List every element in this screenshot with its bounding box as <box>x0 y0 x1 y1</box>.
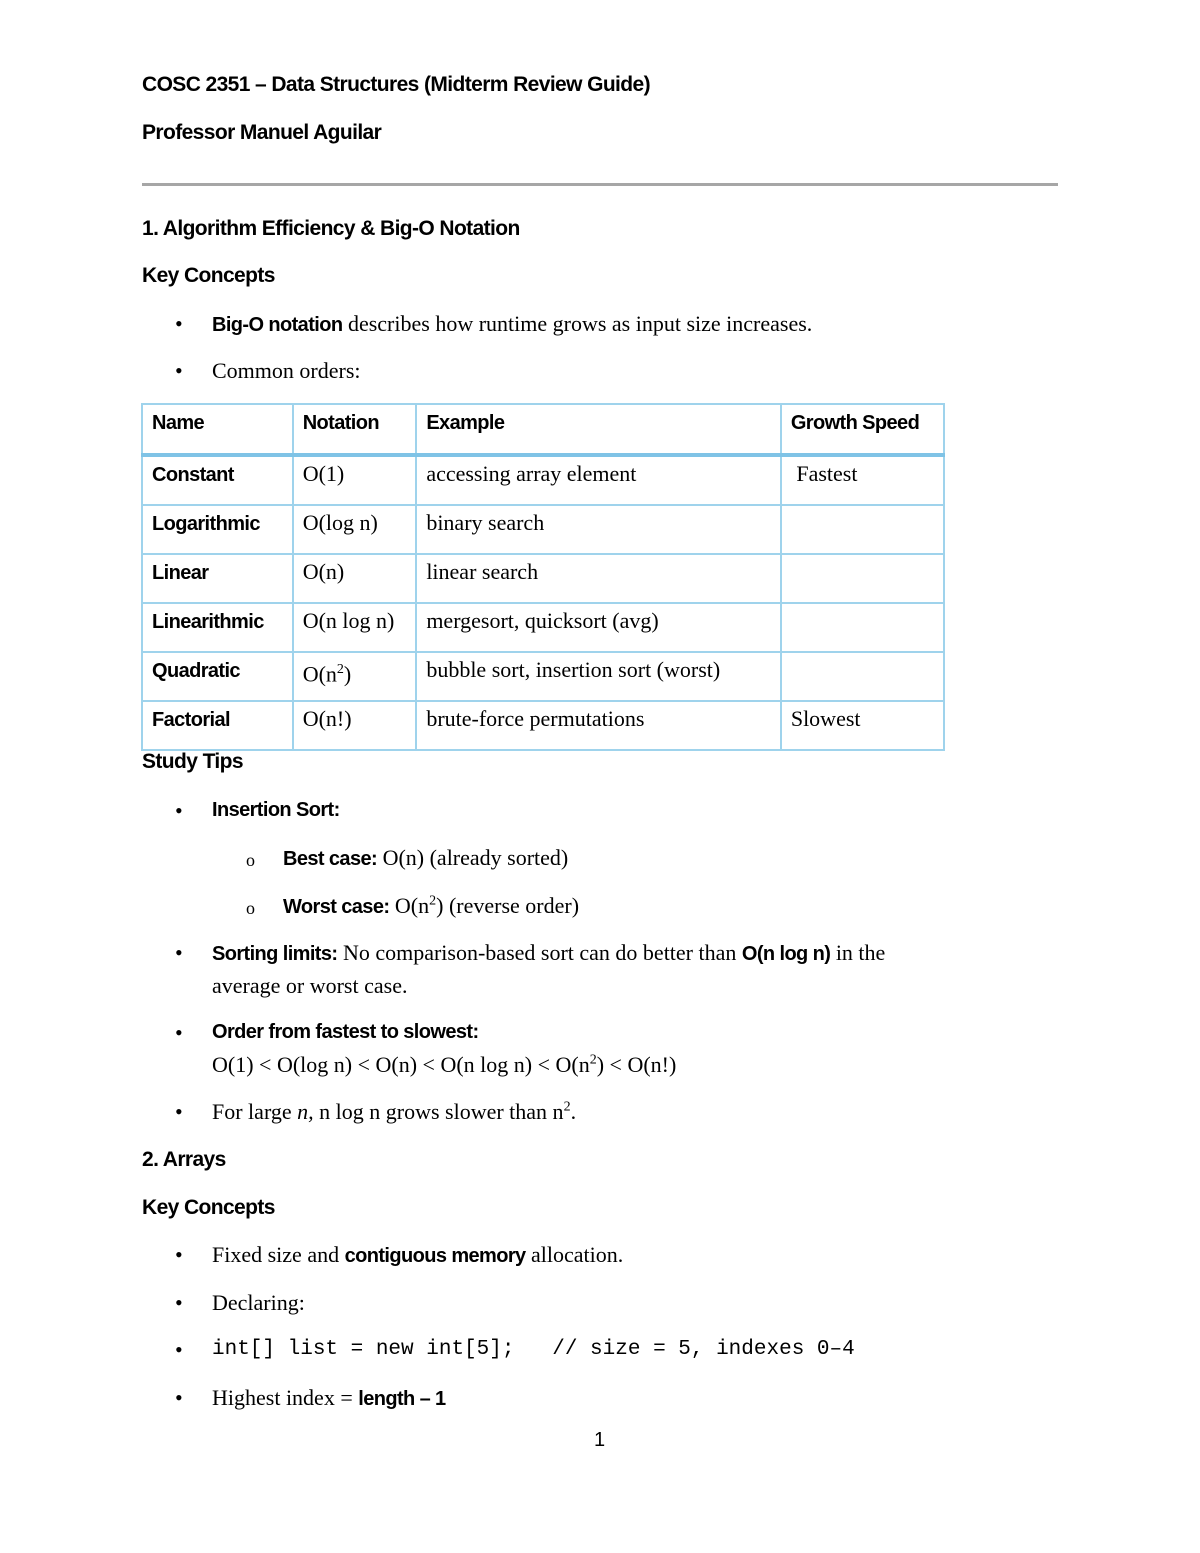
bullet-common-orders: Common orders: <box>212 358 361 383</box>
big-o-term: Big-O notation <box>212 314 343 336</box>
bullet-icon: • <box>175 1242 183 1267</box>
professor-name: Professor Manuel Aguilar <box>142 121 382 144</box>
course-title: COSC 2351 – Data Structures (Midterm Review Guide) <box>142 73 650 96</box>
row-speed: Slowest <box>781 701 944 750</box>
circle-bullet-icon: o <box>246 898 255 918</box>
table-row <box>142 554 944 603</box>
row-name: Linear <box>152 562 209 584</box>
tip-insertion-sort: Insertion Sort: <box>212 799 340 821</box>
section1-heading: 1. Algorithm Efficiency & Big-O Notation <box>142 217 520 240</box>
row-example: binary search <box>416 505 781 554</box>
row-name: Constant <box>152 464 234 486</box>
section2-key-concepts-heading: Key Concepts <box>142 1196 275 1219</box>
header-example: Example <box>416 404 781 455</box>
page-number: 1 <box>594 1429 606 1451</box>
row-notation: O(1) <box>293 455 417 505</box>
bullet-icon: • <box>175 1290 183 1315</box>
fixed-size-item: Fixed size and contiguous memory allocation. <box>212 1242 624 1267</box>
row-example: bubble sort, insertion sort (worst) <box>416 652 781 701</box>
row-speed <box>781 603 944 652</box>
header-name: Name <box>142 404 293 455</box>
complexity-table <box>141 403 945 751</box>
sorting-limits-item: Sorting limits: No comparison-based sort can do better than O(n log n) in the <box>212 940 886 965</box>
worst-case-item: Worst case: $O(n^2)$ (reverse order) <box>283 893 580 918</box>
bullet-icon: • <box>175 311 183 336</box>
table-row <box>142 455 944 505</box>
bullet-icon: • <box>175 1099 183 1124</box>
best-case-item: Best case: O(n) (already sorted) <box>283 845 569 870</box>
section1-key-concepts-heading: Key Concepts <box>142 264 275 287</box>
order-label: Order from fastest to slowest: <box>212 1021 479 1043</box>
table-row <box>142 652 944 701</box>
large-n-item: For large n, n log n grows slower than $n^2$. <box>212 1099 577 1124</box>
row-example: linear search <box>416 554 781 603</box>
row-example: mergesort, quicksort (avg) <box>416 603 781 652</box>
circle-bullet-icon: o <box>246 850 255 870</box>
row-notation: O(n log n) <box>293 603 417 652</box>
table-header-row <box>142 404 944 455</box>
row-speed: Fastest <box>781 455 944 505</box>
row-name: Logarithmic <box>152 513 260 535</box>
header-growth-speed: Growth Speed <box>781 404 944 455</box>
header-notation: Notation <box>293 404 417 455</box>
bullet-icon: • <box>175 1337 183 1362</box>
code-line: int[] list = new int[5]; // size = 5, indexes 0–4 <box>212 1338 855 1361</box>
row-notation: O(n!) <box>293 701 417 750</box>
row-notation: O(log n) <box>293 505 417 554</box>
row-speed <box>781 505 944 554</box>
sorting-limits-line2: average or worst case. <box>212 973 408 998</box>
row-name: Factorial <box>152 709 230 731</box>
row-speed <box>781 652 944 701</box>
bullet-icon: • <box>175 1385 183 1410</box>
row-example: accessing array element <box>416 455 781 505</box>
declaring-item: Declaring: <box>212 1290 305 1315</box>
table-row <box>142 505 944 554</box>
big-o-description: describes how runtime grows as input size increases. <box>342 311 813 336</box>
order-line: O(1) < O(log n) < O(n) < O(n $\log n) < O(n^2) < O(n!)$ <box>212 1052 677 1077</box>
row-name: Linearithmic <box>152 611 264 633</box>
highest-index-item: Highest index = length – 1 <box>212 1385 446 1410</box>
bullet-icon: • <box>175 358 183 383</box>
table-row <box>142 701 944 750</box>
row-notation: $O(n^2)$ <box>293 652 417 701</box>
bullet-icon: • <box>175 1020 183 1045</box>
row-speed <box>781 554 944 603</box>
study-tips-heading: Study Tips <box>142 750 243 773</box>
row-example: brute-force permutations <box>416 701 781 750</box>
bullet-icon: • <box>175 798 183 823</box>
bullet-icon: • <box>175 940 183 965</box>
table-row <box>142 603 944 652</box>
bullet-big-o <box>212 311 812 337</box>
section2-heading: 2. Arrays <box>142 1148 226 1171</box>
row-name: Quadratic <box>152 660 240 682</box>
row-notation: O(n) <box>293 554 417 603</box>
horizontal-rule <box>142 183 1058 186</box>
